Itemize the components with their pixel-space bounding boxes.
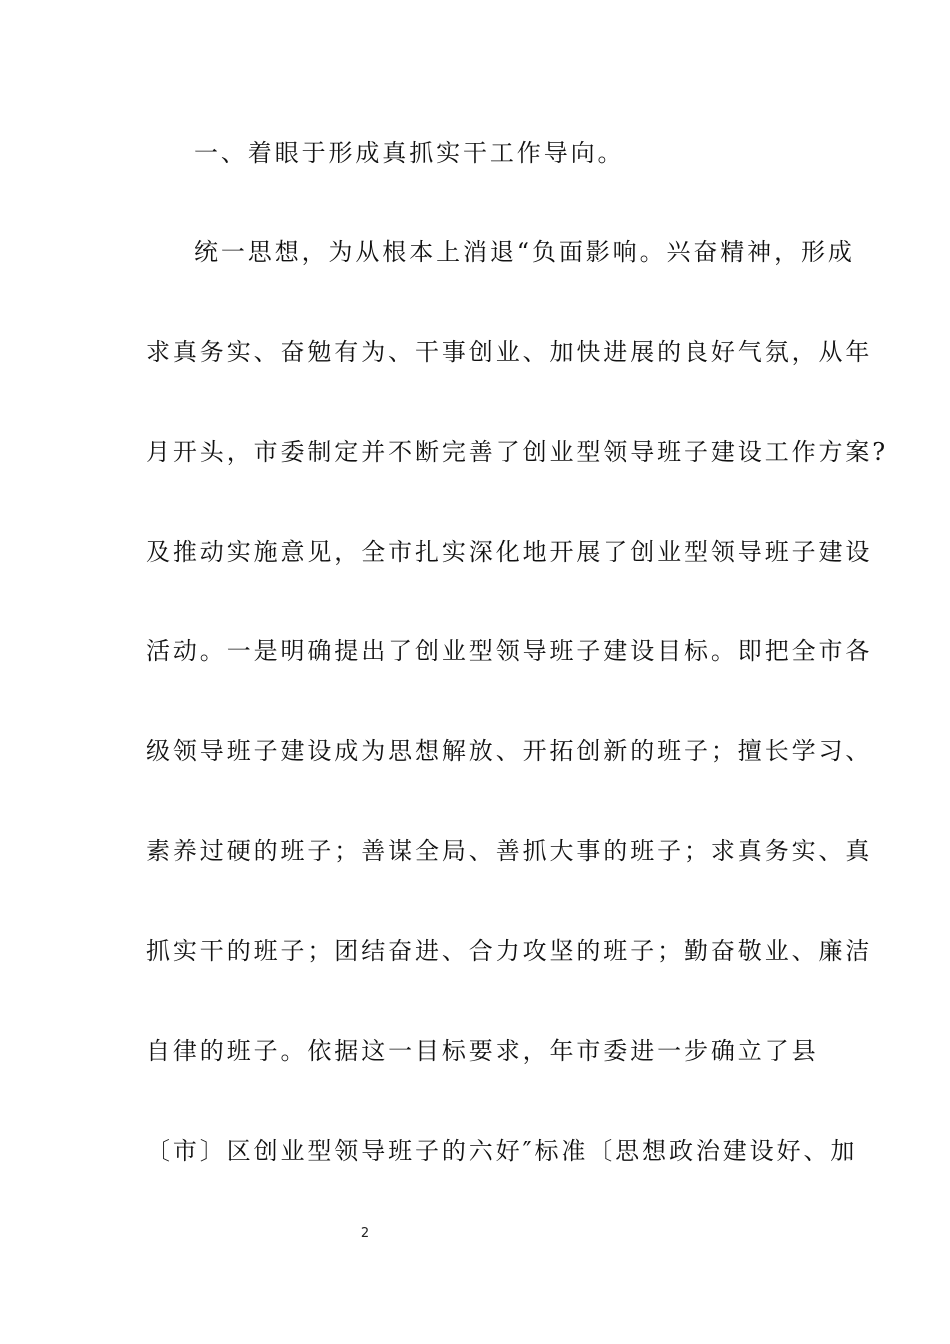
page-number: 2	[360, 1226, 370, 1241]
section-heading: 一、着眼于形成真抓实干工作导向。	[194, 139, 625, 167]
paragraph-line: 素养过硬的班子；善谋全局、善抓大事的班子；求真务实、真	[146, 837, 873, 865]
paragraph-line: 及推动实施意见，全市扎实深化地开展了创业型领导班子建设	[146, 538, 873, 566]
paragraph-line: 统一思想，为从根本上消退“负面影响。兴奋精神，形成	[194, 238, 855, 266]
paragraph-line: 抓实干的班子；团结奋进、合力攻坚的班子；勤奋敬业、廉洁	[146, 937, 873, 965]
paragraph-line: 求真务实、奋勉有为、干事创业、加快进展的良好气氛，从年	[146, 338, 873, 366]
paragraph-line: 级领导班子建设成为思想解放、开拓创新的班子；擅长学习、	[146, 737, 873, 765]
paragraph-line: 自律的班子。依据这一目标要求，年市委进一步确立了县	[146, 1037, 819, 1065]
paragraph-line: 〔市〕区创业型领导班子的六好″标准〔思想政治建设好、加	[146, 1137, 858, 1165]
paragraph-line: 月开头，市委制定并不断完善了创业型领导班子建设工作方案?	[146, 438, 889, 466]
paragraph-line: 活动。一是明确提出了创业型领导班子建设目标。即把全市各	[146, 637, 873, 665]
